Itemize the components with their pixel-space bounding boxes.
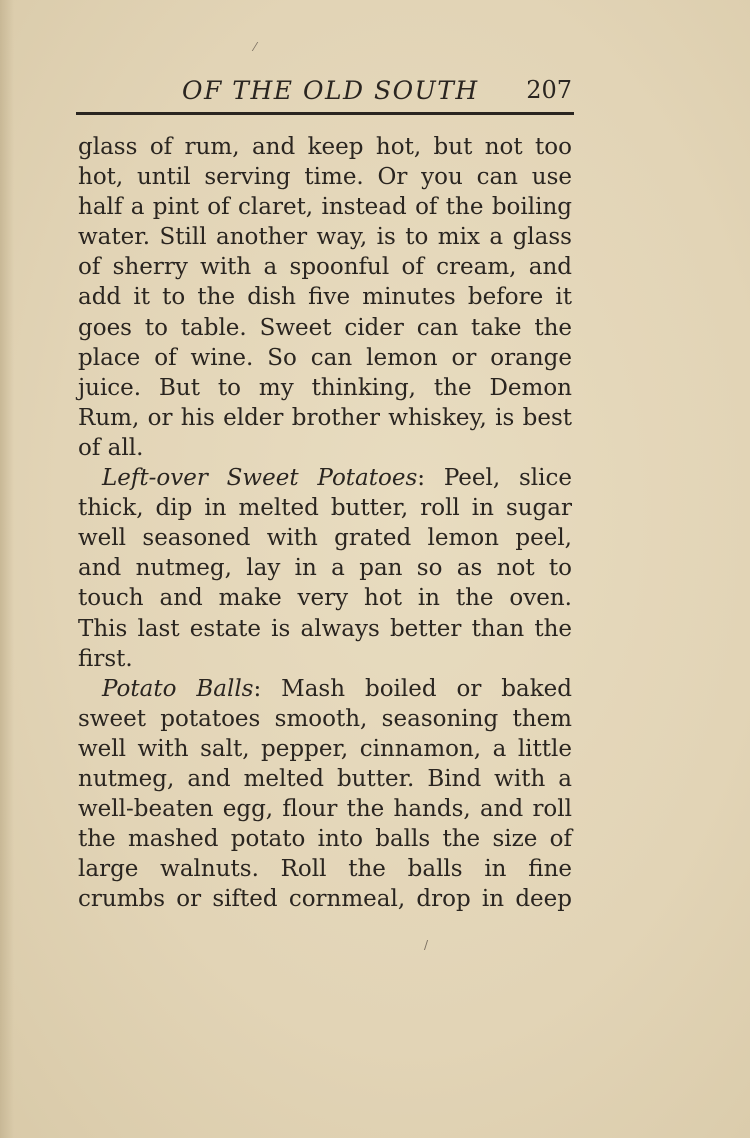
text-line: of sherry with a spoonful of cream, and (78, 254, 572, 281)
recipe-text: : Peel, slice (417, 465, 572, 492)
recipe-heading-sweet-potatoes: Left-over Sweet Potatoes (102, 465, 418, 492)
text-line: and nutmeg, lay in a pan so as not to (78, 555, 572, 582)
recipe-text: : Mash boiled or baked (253, 675, 572, 702)
text-line: nutmeg, and melted butter. Bind with a (78, 765, 572, 792)
text-line: sweet potatoes smooth, seasoning them (78, 705, 572, 732)
text-line: Rum, or his elder brother whiskey, is best (78, 404, 572, 431)
text-line: well with salt, pepper, cinnamon, a little (78, 735, 572, 762)
text-line: half a pint of claret, instead of the boiling (78, 194, 572, 221)
text-line: add it to the dish five minutes before it (78, 284, 572, 311)
text-line: well seasoned with grated lemon peel, (78, 525, 572, 552)
recipe-heading-potato-balls: Potato Balls (102, 675, 254, 702)
text-line: crumbs or sifted cornmeal, drop in deep (78, 886, 572, 913)
text-line: well-beaten egg, flour the hands, and roll (78, 796, 572, 823)
text-line: juice. But to my thinking, the Demon (78, 374, 572, 401)
body-text (78, 132, 572, 914)
text-line: place of wine. So can lemon or orange (78, 344, 572, 371)
page-number: 207 (526, 76, 572, 104)
recipe-line-first (78, 674, 572, 704)
paper-speck: / (424, 938, 429, 952)
header-rule (76, 112, 574, 115)
text-line: water. Still another way, is to mix a glass (78, 224, 572, 251)
text-line: This last estate is always better than the (78, 615, 572, 642)
text-line: goes to table. Sweet cider can take the (78, 314, 572, 341)
text-line: glass of rum, and keep hot, but not too (78, 134, 572, 160)
page-edge-shadow (0, 0, 14, 1138)
paper-speck: ⁄ (254, 40, 257, 54)
running-head: OF THE OLD SOUTH (182, 76, 479, 105)
text-line: first. (78, 645, 133, 672)
text-line: hot, until serving time. Or you can use (78, 164, 572, 191)
text-line: thick, dip in melted butter, roll in sugar (78, 495, 572, 522)
page-header (78, 76, 572, 110)
text-line: the mashed potato into balls the size of (78, 826, 572, 853)
text-line: large walnuts. Roll the balls in fine (78, 856, 572, 883)
recipe-line-first (78, 463, 572, 493)
text-line: of all. (78, 434, 144, 461)
text-line: touch and make very hot in the oven. (78, 585, 572, 612)
